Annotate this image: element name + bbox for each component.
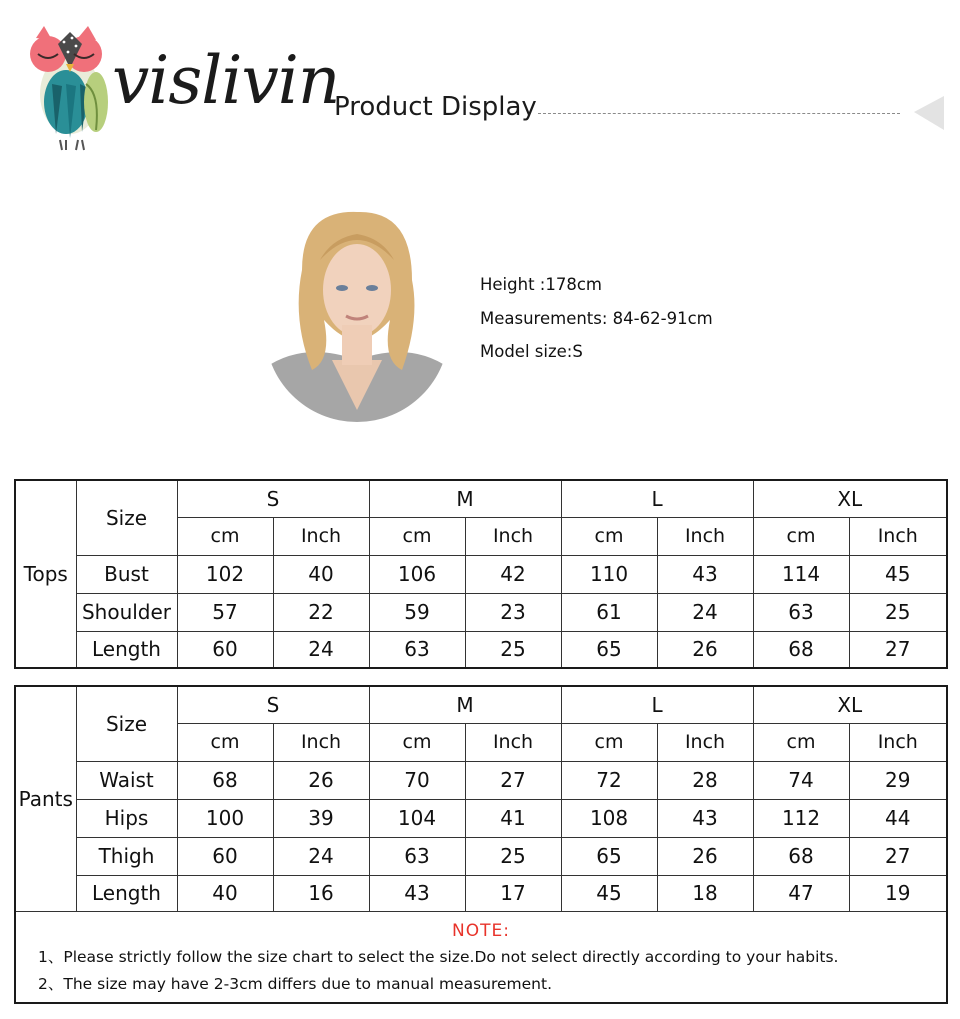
table-cell: 42	[465, 555, 561, 593]
table-row	[15, 555, 947, 593]
unit-inch: Inch	[465, 723, 561, 761]
table-cell: 19	[849, 875, 947, 911]
table-cell: 104	[369, 799, 465, 837]
table-cell: 26	[273, 761, 369, 799]
unit-cm: cm	[177, 517, 273, 555]
page-title: Product Display	[334, 92, 537, 122]
pants-size-table	[14, 685, 948, 1004]
unit-inch: Inch	[849, 517, 947, 555]
table-cell: 60	[177, 837, 273, 875]
table-cell: 45	[561, 875, 657, 911]
table-cell: 43	[657, 799, 753, 837]
table-row	[15, 761, 947, 799]
table-cell: 22	[273, 593, 369, 631]
table-cell: 24	[273, 631, 369, 668]
size-m-header: M	[369, 686, 561, 723]
unit-cm: cm	[177, 723, 273, 761]
table-cell: 16	[273, 875, 369, 911]
header	[0, 0, 960, 160]
table-cell: 59	[369, 593, 465, 631]
table-cell: 65	[561, 837, 657, 875]
table-cell: 40	[177, 875, 273, 911]
table-cell: 29	[849, 761, 947, 799]
size-l-header: L	[561, 480, 753, 517]
owl-logo-icon	[26, 24, 114, 154]
size-s-header: S	[177, 686, 369, 723]
table-cell: 24	[273, 837, 369, 875]
note-title: NOTE:	[452, 920, 510, 941]
table-cell: 112	[753, 799, 849, 837]
table-cell: 114	[753, 555, 849, 593]
unit-inch: Inch	[465, 517, 561, 555]
table-cell: 57	[177, 593, 273, 631]
notes-section	[15, 911, 947, 1003]
table-cell: 70	[369, 761, 465, 799]
unit-inch: Inch	[657, 723, 753, 761]
table-cell: 27	[849, 837, 947, 875]
size-header: Size	[76, 686, 177, 761]
brand-logo-text: vislivin	[112, 42, 340, 119]
table-cell: 27	[849, 631, 947, 668]
section-label-tops: Tops	[15, 480, 76, 668]
table-cell: 25	[465, 837, 561, 875]
unit-cm: cm	[369, 723, 465, 761]
table-cell: 74	[753, 761, 849, 799]
row-label-thigh: Thigh	[76, 837, 177, 875]
model-info	[480, 268, 713, 369]
unit-cm: cm	[561, 517, 657, 555]
unit-cm: cm	[753, 723, 849, 761]
table-cell: 26	[657, 631, 753, 668]
table-cell: 43	[657, 555, 753, 593]
tops-size-table	[14, 479, 948, 669]
table-cell: 68	[177, 761, 273, 799]
table-cell: 26	[657, 837, 753, 875]
table-cell: 110	[561, 555, 657, 593]
model-size: Model size:S	[480, 342, 583, 361]
table-row	[15, 593, 947, 631]
table-cell: 63	[369, 631, 465, 668]
table-cell: 25	[849, 593, 947, 631]
section-label-pants: Pants	[15, 686, 76, 911]
table-row	[15, 799, 947, 837]
table-cell: 68	[753, 631, 849, 668]
table-cell: 41	[465, 799, 561, 837]
unit-inch: Inch	[657, 517, 753, 555]
row-label-length: Length	[76, 875, 177, 911]
note-line: 1、Please strictly follow the size chart to select the size.Do not select directly according to your habits.	[38, 947, 839, 966]
model-height: Height :178cm	[480, 275, 602, 294]
size-m-header: M	[369, 480, 561, 517]
model-photo	[262, 210, 452, 424]
size-s-header: S	[177, 480, 369, 517]
table-row	[15, 837, 947, 875]
model-measurements: Measurements: 84-62-91cm	[480, 308, 713, 328]
table-cell: 24	[657, 593, 753, 631]
unit-inch: Inch	[273, 517, 369, 555]
table-cell: 40	[273, 555, 369, 593]
table-cell: 28	[657, 761, 753, 799]
size-l-header: L	[561, 686, 753, 723]
table-cell: 45	[849, 555, 947, 593]
row-label-bust: Bust	[76, 555, 177, 593]
table-cell: 27	[465, 761, 561, 799]
table-cell: 61	[561, 593, 657, 631]
table-cell: 43	[369, 875, 465, 911]
row-label-hips: Hips	[76, 799, 177, 837]
unit-cm: cm	[753, 517, 849, 555]
table-cell: 106	[369, 555, 465, 593]
size-header: Size	[76, 480, 177, 555]
table-cell: 25	[465, 631, 561, 668]
table-cell: 23	[465, 593, 561, 631]
table-cell: 100	[177, 799, 273, 837]
unit-cm: cm	[561, 723, 657, 761]
table-cell: 44	[849, 799, 947, 837]
table-cell: 65	[561, 631, 657, 668]
table-cell: 108	[561, 799, 657, 837]
triangle-left-icon	[912, 94, 946, 132]
header-divider	[538, 113, 900, 114]
table-cell: 63	[753, 593, 849, 631]
row-label-length: Length	[76, 631, 177, 668]
unit-inch: Inch	[273, 723, 369, 761]
table-cell: 102	[177, 555, 273, 593]
table-cell: 68	[753, 837, 849, 875]
table-row	[15, 875, 947, 911]
table-cell: 17	[465, 875, 561, 911]
row-label-shoulder: Shoulder	[76, 593, 177, 631]
unit-inch: Inch	[849, 723, 947, 761]
table-cell: 72	[561, 761, 657, 799]
table-cell: 63	[369, 837, 465, 875]
table-row	[15, 631, 947, 668]
row-label-waist: Waist	[76, 761, 177, 799]
size-xl-header: XL	[753, 686, 947, 723]
note-line: 2、The size may have 2-3cm differs due to manual measurement.	[38, 974, 553, 993]
table-cell: 47	[753, 875, 849, 911]
size-xl-header: XL	[753, 480, 947, 517]
unit-cm: cm	[369, 517, 465, 555]
table-cell: 60	[177, 631, 273, 668]
table-cell: 39	[273, 799, 369, 837]
table-cell: 18	[657, 875, 753, 911]
